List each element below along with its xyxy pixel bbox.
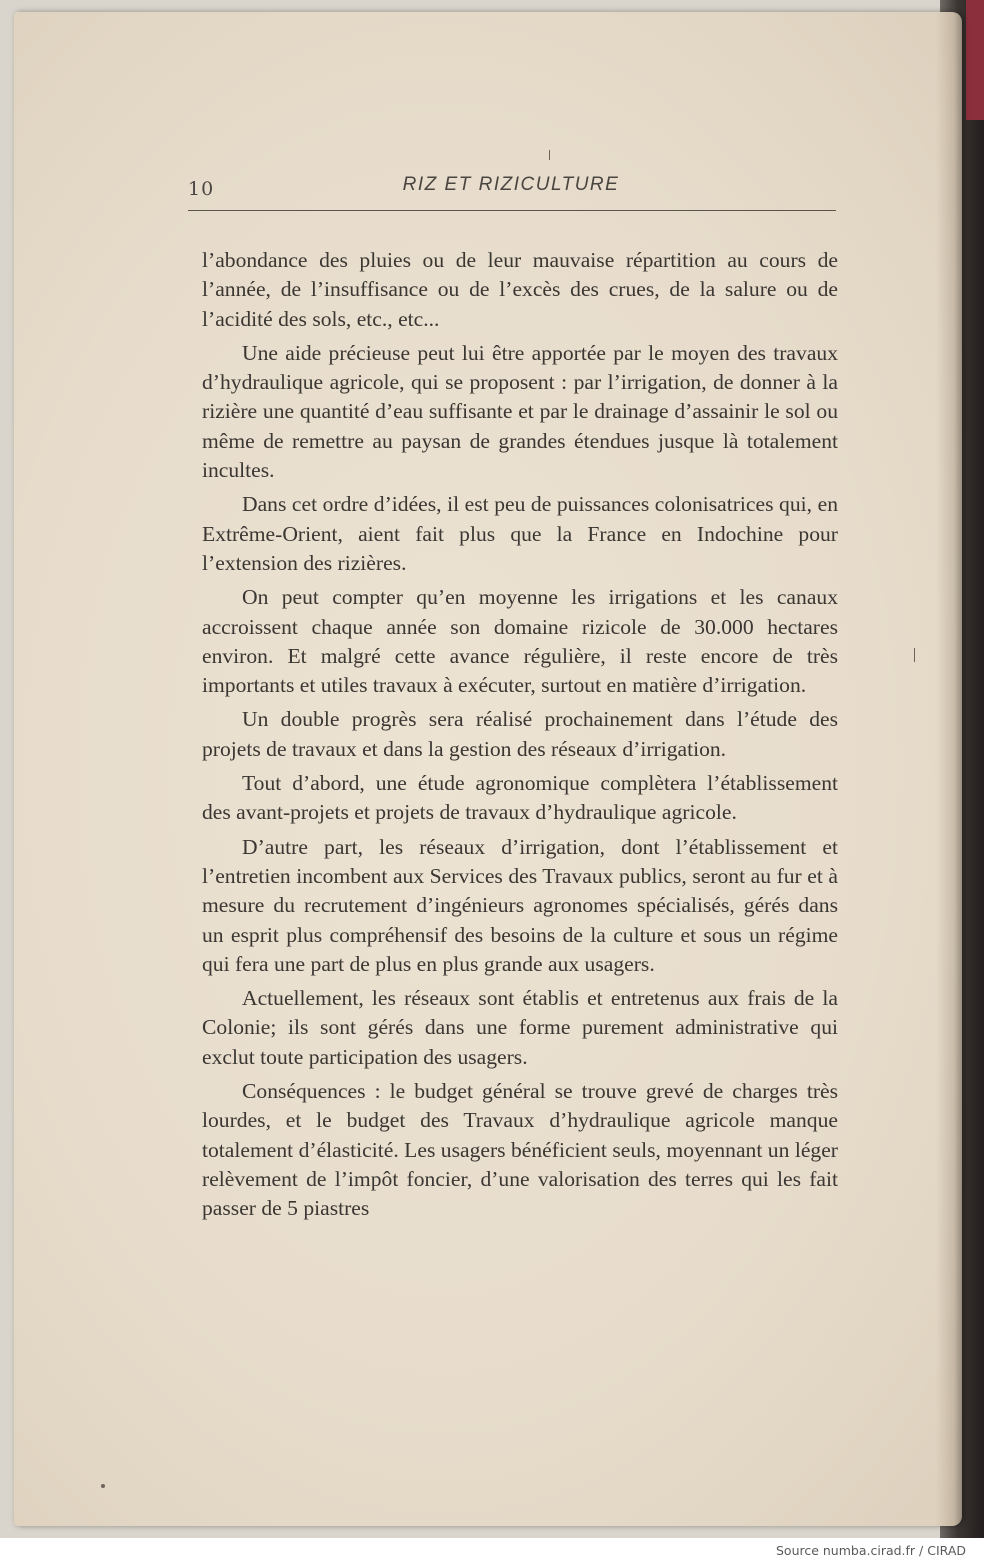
ink-speck [914, 648, 915, 662]
source-credit: Source numba.cirad.fr / CIRAD [775, 1543, 966, 1558]
running-header [188, 172, 834, 202]
paragraph: Dans cet ordre d’idées, il est peu de puissances colonisatrices qui, en Extrême-Orient, aient fait plus que la France en Indochine pour l’extension des rizières. [202, 492, 838, 575]
paragraph: D’autre part, les réseaux d’irrigation, dont l’établissement et l’entretien incombent aux Services des Travaux publics, seront au fur et à mesure du recrutement d’ingénieurs agronomes spécialisés, gérés dans un esprit plus compréhensif des besoins de la culture et sous un régime qui fera une part de plus en plus grande aux usagers. [202, 834, 838, 976]
paragraph: Tout d’abord, une étude agronomique complètera l’établissement des avant-projets et projets de travaux d’hydraulique agricole. [202, 771, 838, 825]
paragraph: Conséquences : le budget général se trouve grevé de charges très lourdes, et le budget des Travaux d’hydraulique agricole manque totalement d’élasticité. Les usagers bénéficient seuls, moyennant un léger relèvement de l’impôt foncier, d’une valorisation des terres qui les fait passer de 5 piastres [202, 1079, 838, 1221]
paragraph: l’abondance des pluies ou de leur mauvaise répartition au cours de l’année, de l’insuffisance ou de l’excès des crues, de la salure ou de l’acidité des sols, etc., etc... [202, 248, 838, 331]
page-body [202, 246, 838, 1229]
header-rule [188, 210, 836, 211]
ink-speck [549, 150, 550, 160]
paragraph: Actuellement, les réseaux sont établis et entretenus aux frais de la Colonie; ils sont gérés dans une forme purement administrative qui exclut toute participation des usagers. [202, 986, 838, 1069]
page-curl-shadow [936, 12, 962, 1526]
bookmark-ribbon [966, 0, 984, 120]
paragraph: Un double progrès sera réalisé prochainement dans l’étude des projets de travaux et dans la gestion des réseaux d’irrigation. [202, 707, 838, 761]
running-title: RIZ ET RIZICULTURE [402, 174, 620, 195]
paragraph: On peut compter qu’en moyenne les irrigations et les canaux accroissent chaque année son domaine rizicole de 30.000 hectares environ. Et malgré cette avance régulière, il reste encore de très importants et utiles travaux à exécuter, surtout en matière d’irrigation. [202, 585, 838, 698]
page-number: 10 [188, 178, 215, 200]
ink-speck [101, 1484, 105, 1488]
paragraph: Une aide précieuse peut lui être apportée par le moyen des travaux d’hydraulique agricole, qui se proposent : par l’irrigation, de donner à la rizière une quantité d’eau suffisante et par le drainage d’assainir le sol ou même de remettre au paysan de grandes étendues jusque là totalement incultes. [202, 340, 838, 483]
